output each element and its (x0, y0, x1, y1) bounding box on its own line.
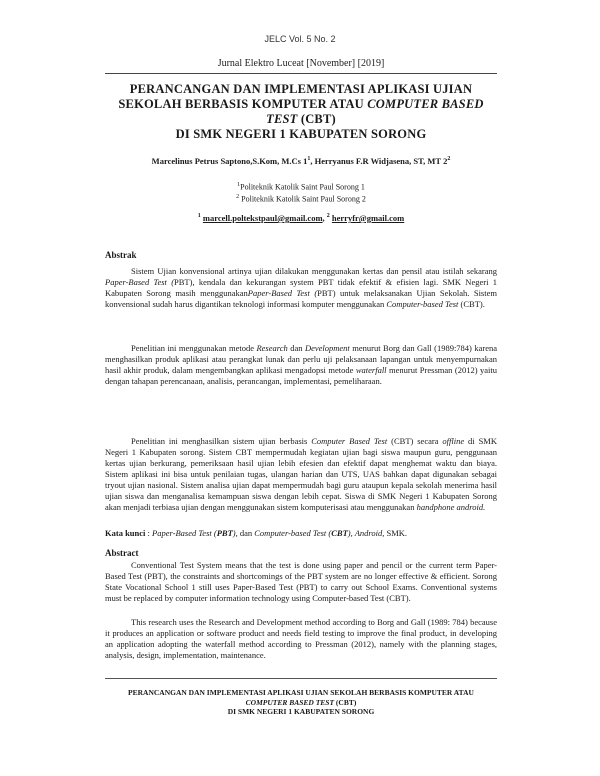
abstrak-heading: Abstrak (105, 250, 137, 260)
footer-line-3: DI SMK NEGERI 1 KABUPATEN SORONG (227, 707, 375, 716)
p1-text-d: (CBT). (458, 299, 485, 309)
email-line (105, 213, 497, 223)
p1-italic-3: Computer-based Test (386, 299, 459, 309)
author-1: Marcelinus Petrus Saptono,S.Kom, M.Cs 1 (151, 156, 308, 166)
journal-line: Jurnal Elektro Luceat [November] [2019] (217, 58, 385, 69)
abstract-heading: Abstract (105, 548, 139, 558)
p3-italic-3: handphone android. (416, 502, 486, 512)
footer-line-2-text: (CBT) (334, 697, 357, 707)
keyword-4: , SMK. (382, 528, 408, 538)
keywords-sep: : (145, 528, 153, 538)
p2-text-a: Penelitian ini menggunakan metode (131, 343, 257, 353)
p2-italic-1: Research (256, 343, 288, 353)
p2-text-c: menurut Borg dan Gall (1989:784) karena menghasilkan produk aplikasi atau perangkat lunak dan perlu uji pelaksanaan lapangan untuk menyempurnakan hasil akhir produk, dalam mengembangkan aplikasi mengadopsi metode (105, 343, 497, 375)
p1-italic-2: Paper-Based Test ( (247, 288, 318, 298)
p1-italic-1: Paper-Based Test ( (105, 277, 175, 287)
title-line-3 (105, 112, 497, 127)
p2-italic-3: waterfall (355, 365, 387, 375)
email-2-sup: 2 (326, 213, 330, 220)
abstract-paragraph-2: This research uses the Research and Development method according to Borg and Gall (1989: 784) because it produces an application or software product and needs field testing to improve the final product, in developing an application adopting the waterfall method according to Pressman (2012), namely with the planning stages, analysis, design, implementation, maintenance. (105, 617, 497, 660)
keyword-2-close: ), (347, 528, 355, 538)
email-sep: , (322, 213, 327, 223)
title-line-2 (105, 97, 497, 112)
keyword-1-abbr: PBT (216, 528, 233, 538)
running-head: JELC Vol. 5 No. 2 (264, 34, 336, 44)
p2-italic-2: Development (304, 343, 350, 353)
p3-text-a: Penelitian ini menghasilkan sistem ujian berbasis (131, 436, 312, 446)
keyword-2: Computer-based Test ( (254, 528, 332, 538)
email-1-link[interactable]: marcell.poltekstpaul@gmail.com (202, 213, 323, 223)
email-2-link[interactable]: herryfr@gmail.com (331, 213, 405, 223)
abstrak-paragraph-2 (105, 343, 497, 387)
keyword-2-prefix: dan (237, 528, 255, 538)
affiliation-2-text: Politeknik Katolik Saint Paul Sorong 2 (239, 194, 366, 204)
paper-title (105, 82, 497, 142)
keyword-3: Android (354, 528, 383, 538)
abstract-paragraph-1: Conventional Test System means that the test is done using paper and pencil or the current term Paper-Based Test (PBT), the constraints and shortcomings of the PBT system are no longer effective & efficient. Sorong State Vocational School 1 still uses Paper-Based Test (PBT) to carry out School Exams. Conventional systems must be replaced by computer information technology using Computer-based Test (CBT). (105, 560, 497, 603)
title-line-2-italic: COMPUTER BASED (367, 97, 484, 111)
keyword-2-abbr: CBT (331, 528, 348, 538)
footer-line-2-italic: COMPUTER BASED TEST (245, 697, 335, 707)
page-footer (105, 688, 497, 717)
affiliation-1 (105, 182, 497, 192)
p1-text-b: PBT), kendala dan kekurangan system PBT tidak efektif & efisien lagi. SMK Negeri 1 Kabupaten Sorong masih menggunakan (105, 277, 497, 298)
abstrak-paragraph-1 (105, 266, 497, 310)
p3-text-b: (CBT) secara (387, 436, 443, 446)
author-sep: , (310, 156, 315, 166)
title-line-3-text: (CBT) (297, 112, 336, 126)
keyword-1-close: ), (232, 528, 238, 538)
title-line-4: DI SMK NEGERI 1 KABUPATEN SORONG (175, 127, 427, 141)
p2-text-d: menurut Pressman (2012) yaitu dengan tahapan perencanaan, analisis, perancangan, implementasi, pemeliharaan. (105, 365, 497, 386)
author-1-sup: 1 (307, 156, 311, 163)
affiliation-2-sup: 2 (236, 194, 240, 200)
author-2-sup: 2 (447, 156, 451, 163)
author-2: Herryanus F.R Widjasena, ST, MT 2 (314, 156, 448, 166)
title-line-1: PERANCANGAN DAN IMPLEMENTASI APLIKASI UJIAN (129, 82, 473, 96)
footer-line-2 (105, 698, 497, 708)
title-line-2-text: SEKOLAH BERBASIS KOMPUTER ATAU (118, 97, 364, 111)
header-rule (105, 73, 497, 74)
affiliation-1-text: Politeknik Katolik Saint Paul Sorong 1 (240, 182, 365, 192)
keywords-label: Kata kunci (105, 528, 146, 538)
footer-line-1: PERANCANGAN DAN IMPLEMENTASI APLIKASI UJIAN SEKOLAH BERBASIS KOMPUTER ATAU (128, 688, 474, 697)
p1-text-c: PBT) untuk melaksanakan Ujian Sekolah. Sistem konvensional sudah harus digantikan teknologi informasi komputer menggunakan (105, 288, 497, 309)
affiliation-1-sup: 1 (237, 182, 241, 188)
p3-text-c: di SMK Negeri 1 Kabupaten sorong. Sistem CBT mempermudah kegiatan ujian bagi siswa maupun guru, penggunaan kertas ujian berkurang, pemeriksaan hasil ujian lebih efesien dan efektif dapat menghemat waktu dan biaya. Sistem aplikasi ini bisa untuk penilaian tugas, ulangan harian dan UTS, UAS bahkan dapat digunakan sebagai tryout ujian nasional. Sistem analisa ujian dapat mempermudah bagi guru ataupun kepala sekolah menerima hasil ujian siswa dan menganalisa kemampuan siswa dengan lebih cepat. Siswa di SMK Negeri 1 Kabupaten Sorong akan menjadi terbiasa ujian dengan menggunakan sistem komputerisasi atau menggunakan (105, 436, 498, 512)
email-1-sup: 1 (197, 213, 201, 220)
footer-rule (105, 678, 497, 679)
author-list (105, 156, 497, 166)
p3-italic-2: offline (442, 436, 465, 446)
p3-italic-1: Computer Based Test (311, 436, 388, 446)
affiliation-2 (105, 194, 497, 204)
title-line-3-italic: TEST (266, 112, 298, 126)
keyword-1: Paper-Based Test ( (152, 528, 217, 538)
p2-text-b: dan (287, 343, 305, 353)
abstrak-paragraph-3 (105, 436, 497, 513)
keywords-line (105, 528, 497, 538)
p1-text-a: Sistem Ujian konvensional artinya ujian dilakukan menggunakan kertas dan pensil atau istilah sekarang (131, 266, 497, 276)
